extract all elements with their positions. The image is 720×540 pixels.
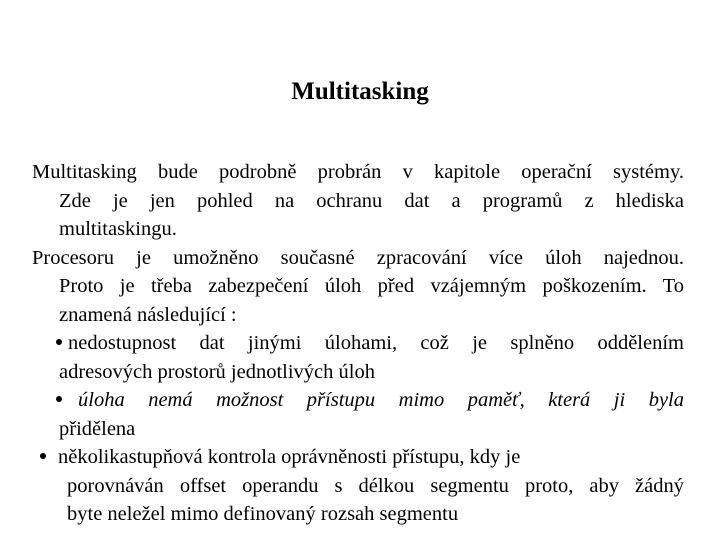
bullet-text: adresových prostorů jednotlivých úloh (59, 360, 375, 383)
bullet-text: úloha nemá možnost přístupu mimo paměť, která ji byla (78, 389, 684, 411)
slide-title: Multitasking (291, 78, 429, 105)
bullet-item (32, 443, 684, 529)
bullet-icon (56, 396, 62, 402)
paragraph-line: znamená následující : (59, 303, 237, 326)
paragraph-line: Proto je třeba zabezpečení úloh před vzájemným poškozením. To (59, 275, 684, 297)
paragraph-line: Multitasking bude podrobně probrán v kapitole operační systémy. (32, 161, 684, 183)
bullet-item (32, 386, 684, 443)
bullet-item (32, 329, 684, 386)
paragraph-processor (32, 244, 684, 330)
bullet-text: byte neležel mimo definovaný rozsah segmentu (67, 503, 459, 525)
bullet-text: několikastupňová kontrola oprávněnosti přístupu, kdy je (58, 446, 521, 468)
bullet-text: přidělena (59, 417, 136, 440)
bullet-text: porovnáván offset operandu s délkou segmentu proto, aby žádný (67, 474, 684, 497)
paragraph-line: multitaskingu. (59, 218, 177, 240)
bullet-icon (56, 339, 62, 345)
bullet-icon (40, 453, 46, 459)
slide-body (32, 158, 684, 529)
paragraph-line: Zde je jen pohled na ochranu dat a programů z hlediska (59, 189, 684, 212)
paragraph-multitasking-intro (32, 158, 684, 244)
bullet-text: nedostupnost dat jinými úlohami, což je splněno oddělením (68, 332, 684, 354)
paragraph-line: Procesoru je umožněno současné zpracování více úloh najednou. (32, 246, 684, 269)
